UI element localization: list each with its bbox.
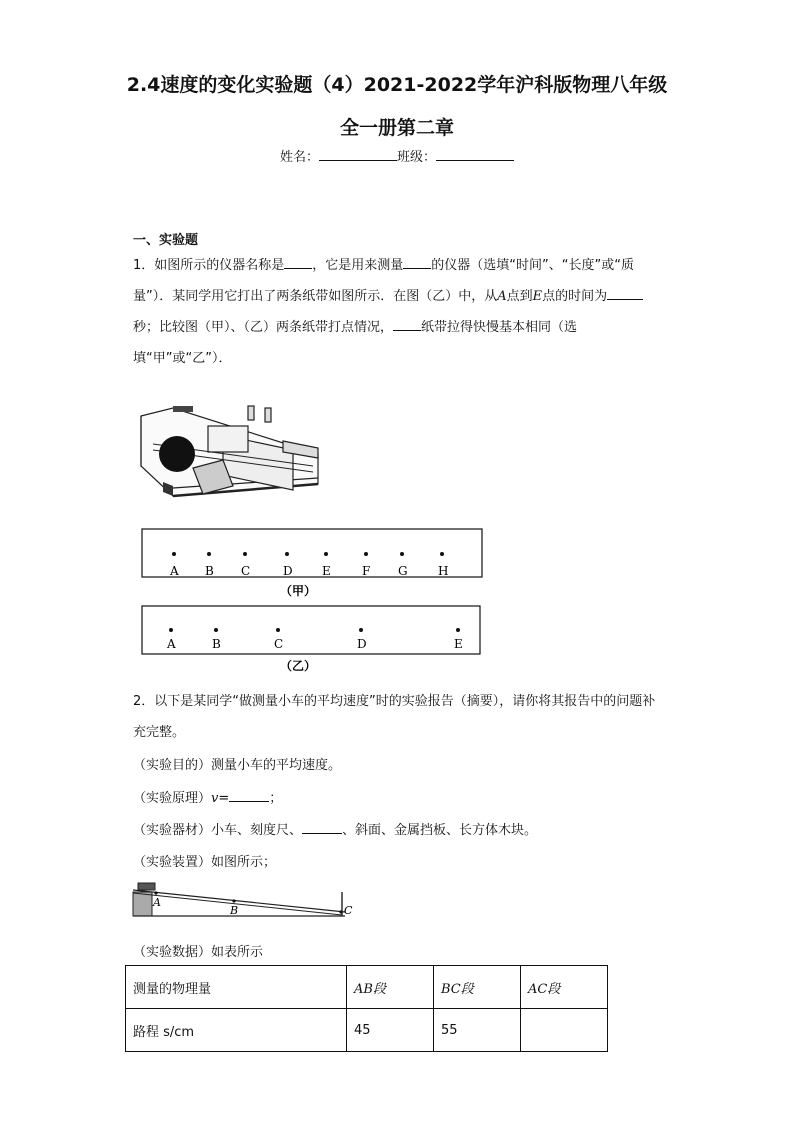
q1-blank-1[interactable] [284,254,312,269]
table-row [126,1009,608,1052]
principle-blank[interactable] [229,787,269,802]
tape-dot [324,552,328,556]
q2-purpose: （实验目的）测量小车的平均速度。 [133,758,342,773]
table-cell[interactable] [521,1009,608,1052]
tape-point-label: D [283,564,293,578]
q1-text-6: 秒；比较图（甲）、（乙）两条纸带打点情况， [133,320,394,335]
tape-point-label: E [454,637,463,651]
data-table [125,965,608,1052]
q1-text-1: 1．如图所示的仪器名称是 [133,258,285,273]
tape-point-label: C [241,564,251,578]
name-class-line [0,146,794,165]
tape-jia-caption: （甲） [280,584,317,598]
tape-point-label: D [357,637,367,651]
tape-yi-figure [140,604,485,674]
tape-dot [276,628,280,632]
title-line-2: 全一册第二章 [339,117,454,139]
table-header-cell: AC段 [521,966,608,1009]
question-1 [133,250,661,374]
principle-var: v [211,791,219,806]
principle-eq: = [218,791,230,806]
tape-point-label: E [322,564,331,578]
tape-dot [364,552,368,556]
name-label: 姓名： [279,150,319,165]
q1-point-e: E [532,289,543,304]
tape-dot [456,628,460,632]
question-2-intro: 2．以下是某同学“做测量小车的平均速度”时的实验报告（摘要），请你将其报告中的问题补充完整。 [133,694,656,740]
section-title: 一、实验题 [133,233,199,248]
equipment-suffix: 、斜面、金属挡板、长方体木块。 [342,823,538,838]
tape-point-label: B [212,637,221,651]
table-cell: 45 [347,1009,434,1052]
q1-text-5: 点的时间为 [542,289,608,304]
q1-text-4: 点到 [506,289,533,304]
tape-jia-strip [142,529,482,577]
tape-point-label: A [167,637,176,651]
q1-text-2: ，它是用来测量 [312,258,404,273]
q1-text-7: 纸带拉得快慢基本相同（选填“甲”或“乙”）． [133,320,578,366]
table-cell: 路程 s/cm [126,1009,347,1052]
tape-jia-figure [140,527,485,602]
q1-point-a: A [497,289,507,304]
principle-prefix: （实验原理） [133,791,212,806]
tape-yi-strip [142,606,480,654]
equipment-blank[interactable] [302,819,342,834]
principle-end: ； [269,791,283,806]
name-blank[interactable] [319,146,397,161]
q1-blank-2[interactable] [403,254,431,269]
cart [138,883,155,890]
table-header-cell: 测量的物理量 [126,966,347,1009]
tape-dot [214,628,218,632]
q2-principle [133,787,282,806]
q2-data-intro: （实验数据）如表所示 [133,945,264,960]
q1-blank-4[interactable] [393,316,421,331]
tape-point-label: H [438,564,449,578]
table-header-cell: AB段 [347,966,434,1009]
incline-label-a: A [153,896,161,909]
tape-dot [169,628,173,632]
tape-point-label: G [398,564,408,578]
class-blank[interactable] [436,146,514,161]
table-header-cell: BC段 [434,966,521,1009]
title-line-1: 2.4速度的变化实验题（4）2021-2022学年沪科版物理八年级 [126,74,668,96]
incline-label-c: C [344,904,353,917]
tape-dot [440,552,444,556]
class-label: 班级： [397,150,437,165]
tape-dot [172,552,176,556]
q2-setup: （实验装置）如图所示； [133,855,277,870]
tape-dot [207,552,211,556]
q1-blank-3[interactable] [607,285,643,300]
tape-yi-caption: （乙） [280,659,317,673]
incline-label-b: B [230,904,239,917]
tape-point-label: C [274,637,284,651]
ticker-timer-figure [133,386,323,498]
wood-block [133,892,152,916]
tape-dot [285,552,289,556]
incline-figure [130,878,360,922]
q2-equipment [133,819,537,838]
tape-point-label: B [205,564,214,578]
equipment-prefix: （实验器材）小车、刻度尺、 [133,823,303,838]
tape-dot [400,552,404,556]
tape-dot [243,552,247,556]
tape-point-label: A [170,564,179,578]
tape-point-label: F [362,564,371,578]
q1-text-3: 的仪器（选填“时间”、“长度”或“质量”）．某同学用它打出了两条纸带如图所示．在图（乙）中，从 [133,258,634,304]
table-header-row [126,966,608,1009]
table-cell: 55 [434,1009,521,1052]
tape-dot [359,628,363,632]
